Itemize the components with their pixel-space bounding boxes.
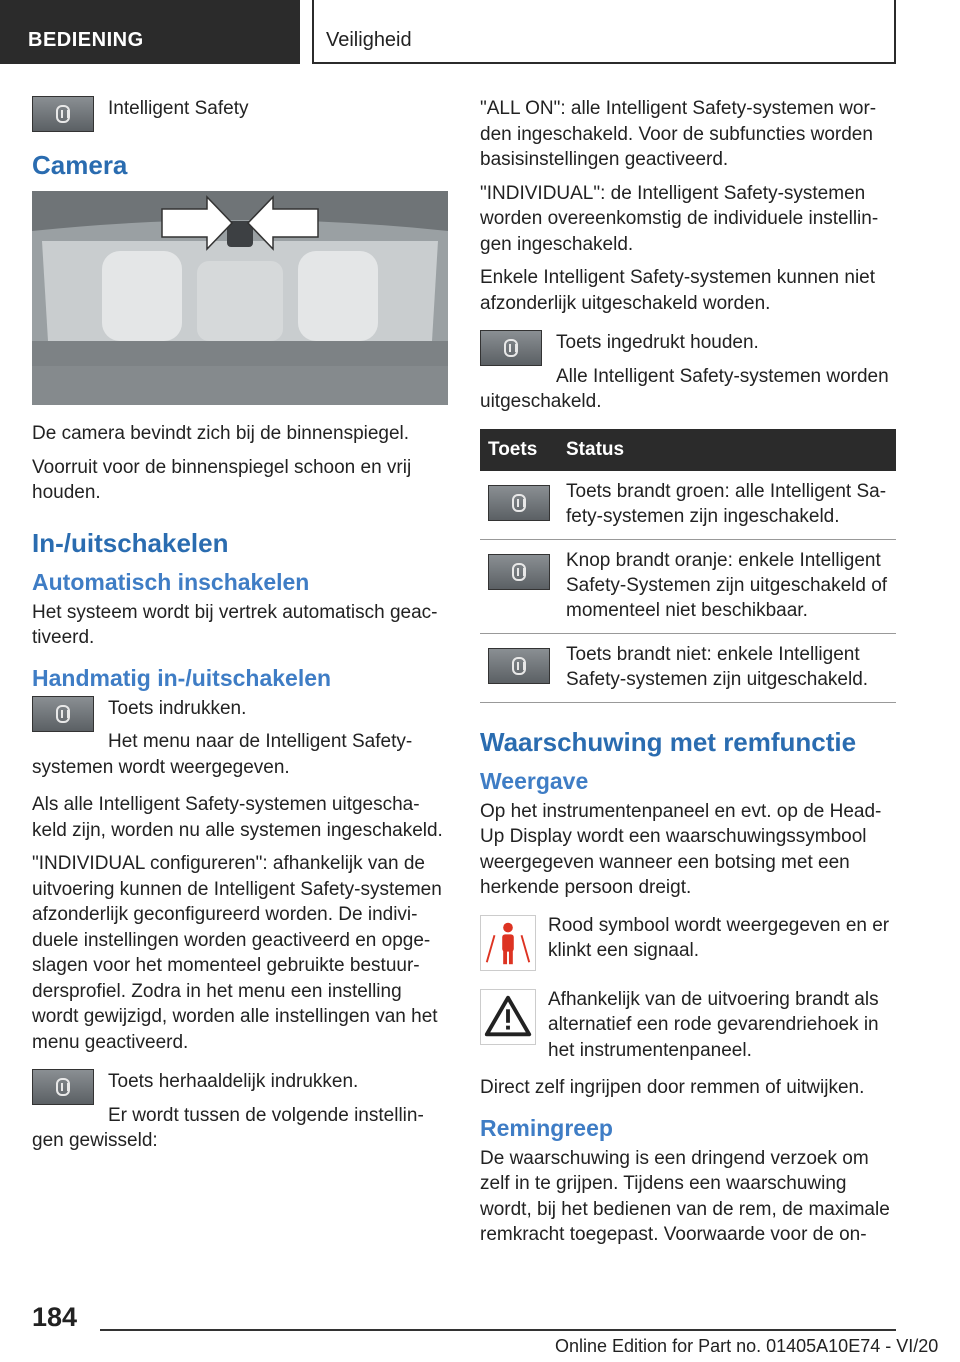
manual-step-1-text: Toets indrukken. bbox=[108, 697, 247, 719]
camera-heading: Camera bbox=[32, 150, 128, 180]
table-row bbox=[480, 633, 896, 702]
manual-step-1-detail: Het menu naar de Intelligent Safety-systemen wordt weergegeven. bbox=[32, 731, 413, 778]
manual-step-2-detail: Er wordt tussen de volgende instellin-gen gewisseld: bbox=[32, 1104, 424, 1151]
warning-triangle-icon bbox=[480, 989, 536, 1045]
some-systems-text: Enkele Intelligent Safety-systemen kunnen niet afzonderlijk uitgeschakeld worden. bbox=[480, 267, 876, 314]
table-header-key: Toets bbox=[480, 429, 558, 471]
auto-heading: Automatisch inschakelen bbox=[32, 568, 310, 595]
icon-caption: Intelligent Safety bbox=[108, 98, 249, 119]
individual-config-text: "INDIVIDUAL configureren": afhankelijk van de uitvoering kunnen de Intelligent Safety-systemen afzonderlijk geconfigureerd worden. De indivi-duele instellingen worden geactiveerd en opge-slagen voor het momenteel gebruikte bestuur-dersprofiel. Zodra in het menu een instelling wordt gewijzigd, worden alle instellingen van het menu geactiveerd. bbox=[32, 853, 442, 1053]
manual-step-2 bbox=[32, 1069, 448, 1162]
manual-step-2-text: Toets herhaaldelijk indrukken. bbox=[108, 1071, 359, 1092]
manual-all-off-text: Als alle Intelligent Safety-systemen uitgescha-keld zijn, worden nu alle systemen ingeschakeld. bbox=[32, 794, 443, 841]
pedestrian-warning-icon bbox=[480, 915, 536, 971]
table-row bbox=[480, 539, 896, 633]
all-on-text: "ALL ON": alle Intelligent Safety-systemen wor-den ingeschakeld. Voor de subfuncties worden basisinstellingen geactiveerd. bbox=[480, 98, 877, 170]
switch-heading: In-/uitschakelen bbox=[32, 527, 229, 558]
display-heading: Weergave bbox=[480, 767, 589, 794]
safety-button-icon bbox=[488, 648, 550, 684]
red-symbol-text: Rood symbool wordt weergegeven en er klinkt een signaal. bbox=[548, 914, 890, 961]
hold-step bbox=[480, 330, 896, 423]
status-cell: Knop brandt oranje: enkele Intelligent Safety-Systemen zijn uitgeschakeld of momenteel niet beschikbaar. bbox=[558, 539, 896, 633]
status-cell: Toets brandt groen: alle Intelligent Sa-fety-systemen zijn ingeschakeld. bbox=[558, 471, 896, 540]
direct-action-text: Direct zelf ingrijpen door remmen of uitwijken. bbox=[480, 1077, 865, 1098]
status-table bbox=[480, 429, 896, 703]
status-cell: Toets brandt niet: enkele Intelligent Safety-systemen zijn uitgeschakeld. bbox=[558, 633, 896, 702]
camera-location-text: De camera bevindt zich bij de binnenspiegel. bbox=[32, 423, 410, 444]
header-section: BEDIENING bbox=[0, 0, 300, 64]
manual-step-1 bbox=[32, 696, 448, 789]
edition-text: Online Edition for Part no. 01405A10E74 - VI/20 bbox=[555, 1336, 939, 1356]
hold-step-text: Toets ingedrukt houden. bbox=[556, 332, 759, 353]
right-column bbox=[480, 96, 896, 1256]
red-symbol-block bbox=[480, 913, 896, 977]
manual-heading: Handmatig in-/uitschakelen bbox=[32, 664, 332, 691]
table-header-status: Status bbox=[558, 429, 896, 471]
display-text: Op het instrumentenpaneel en evt. op de Head-Up Display wordt een waarschuwingssymbool weergegeven wanneer een botsing met een herkende persoon dreigt. bbox=[480, 800, 882, 898]
safety-button-icon bbox=[488, 554, 550, 590]
camera-photo bbox=[32, 191, 448, 405]
individual-text: "INDIVIDUAL": de Intelligent Safety-systemen worden overeenkomstig de individuele instellin-gen ingeschakeld. bbox=[480, 182, 879, 255]
brake-heading: Remingreep bbox=[480, 1114, 613, 1141]
warning-heading: Waarschuwing met remfunctie bbox=[480, 726, 857, 757]
safety-button-icon bbox=[488, 485, 550, 521]
hold-step-detail: Alle Intelligent Safety-systemen worden uitgeschakeld. bbox=[480, 365, 889, 412]
car-interior-image bbox=[32, 191, 448, 405]
left-column bbox=[32, 96, 448, 1166]
camera-clean-text: Voorruit voor de binnenspiegel schoon en vrij houden. bbox=[32, 456, 412, 503]
header-topic: Veiligheid bbox=[312, 0, 896, 64]
brake-text: De waarschuwing is een dringend verzoek om zelf in te grijpen. Tijdens een waarschuwing wordt, bij het bedienen van de rem, de maximale remkracht toegepast. Voorwaarde voor de on- bbox=[480, 1147, 890, 1245]
table-row bbox=[480, 471, 896, 540]
auto-text: Het systeem wordt bij vertrek automatisch geac-tiveerd. bbox=[32, 601, 438, 648]
safety-button-icon bbox=[480, 330, 542, 366]
triangle-block bbox=[480, 987, 896, 1072]
intelligent-safety-block bbox=[32, 96, 448, 138]
page-number: 184 bbox=[32, 1302, 78, 1332]
safety-button-icon bbox=[32, 96, 94, 132]
triangle-text: Afhankelijk van de uitvoering brandt als alternatief een rode gevarendriehoek in het instrumentenpaneel. bbox=[548, 988, 879, 1061]
footer-divider bbox=[100, 1329, 896, 1331]
safety-button-icon bbox=[32, 696, 94, 732]
safety-button-icon bbox=[32, 1069, 94, 1105]
